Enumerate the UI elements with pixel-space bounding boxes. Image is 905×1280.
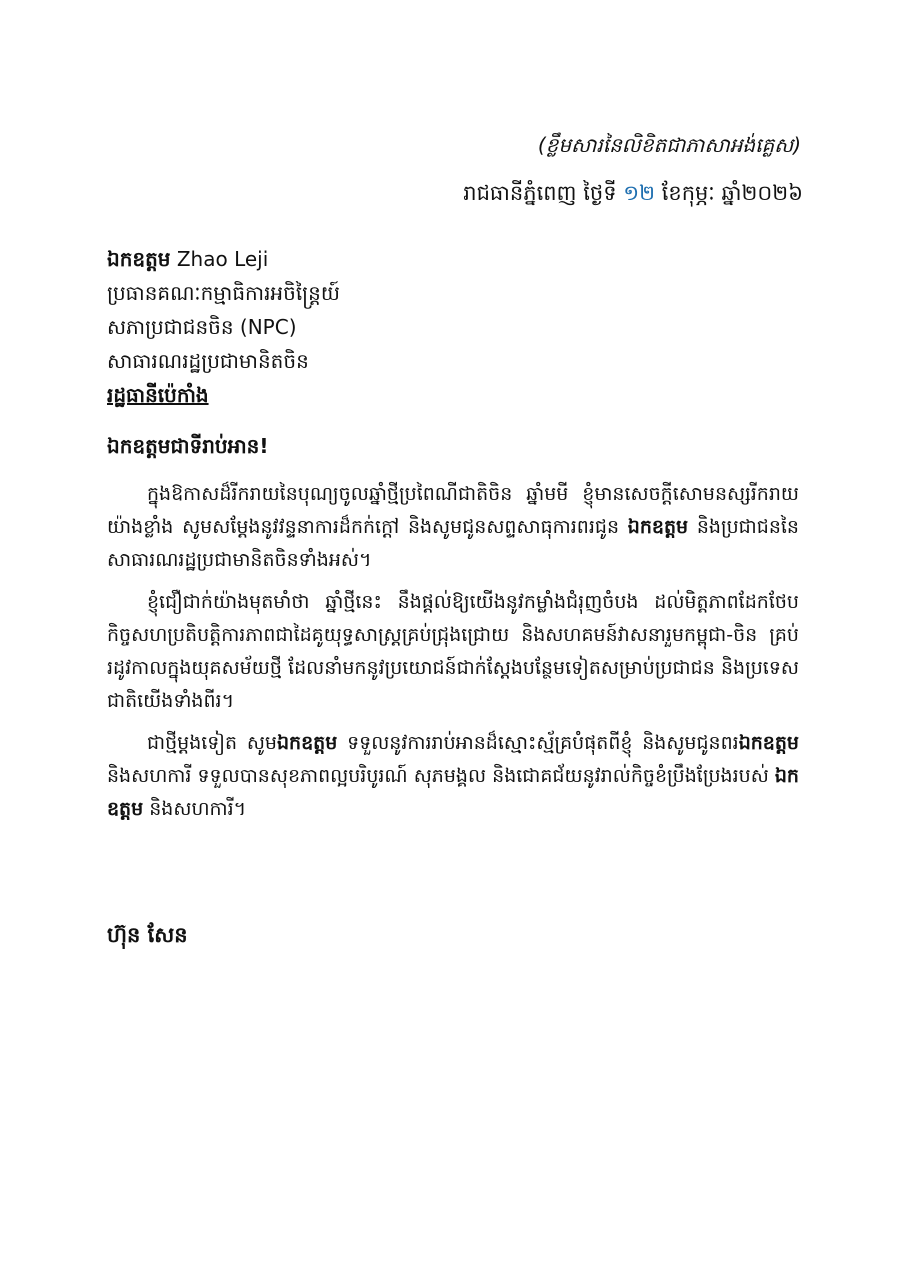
paragraph-3-text-e: និងសហការី ទទួលបានសុខភាពល្អបរិបូរណ៍ សុភមង្គល និងជោគជ័យនូវរាល់កិច្ចខំប្រឹងប្រែងរបស់ <box>107 765 769 787</box>
dateline-place: រាជធានីភ្នំពេញ ថ្ងៃទី <box>463 181 617 205</box>
dateline <box>463 180 803 211</box>
paragraph-3-honorific-2: ឯកឧត្តម <box>738 732 799 754</box>
signature-name: ហ៊ុន សែន <box>107 923 188 947</box>
paragraph-1-honorific: ឯកឧត្តម <box>627 516 689 538</box>
paragraph-3-honorific-1: ឯកឧត្តម <box>277 732 338 754</box>
dateline-month-year: ខែកុម្ភៈ ឆ្នាំ២០២៦ <box>661 181 803 205</box>
salutation: ឯកឧត្តមជាទីរាប់អាន! <box>107 434 269 458</box>
letter-body <box>107 478 799 835</box>
paragraph-2: ខ្ញុំជឿជាក់យ៉ាងមុតមាំថា ឆ្នាំថ្មីនេះ នឹងផ្ដល់ឱ្យយើងនូវកម្លាំងជំរុញចំបង ដល់មិត្តភាពដែកថែប កិច្ចសហប្រតិបត្តិការភាពជាដៃគូយុទ្ធសាស្ត្រគ្រប់ជ្រុងជ្រោយ និងសហគមន៍វាសនារួមកម្ពុជា-ចិន គ្រប់រដូវកាលក្នុងយុគសម័យថ្មី ដែលនាំមកនូវប្រយោជន៍ជាក់ស្ដែងបន្ថែមទៀតសម្រាប់ប្រជាជន និងប្រទេសជាតិយើងទាំងពីរ។ <box>107 591 799 712</box>
recipient-title: ប្រធានគណៈកម្មាធិការអចិន្ត្រៃយ៍ <box>107 281 340 305</box>
paragraph-1 <box>107 478 799 577</box>
paragraph-3-text-a: ជាថ្មីម្ដងទៀត សូម <box>147 732 277 754</box>
paragraph-3-text-c: ទទួលនូវការរាប់អានដ៏ស្មោះស្ម័គ្របំផុតពីខ្ញុំ និងសូមជូនពរ <box>347 732 739 754</box>
recipient-name-line <box>107 242 340 276</box>
paragraph-3-text-g: និងសហការី។ <box>149 798 247 820</box>
paragraph-3 <box>107 727 799 826</box>
recipient-block <box>107 242 340 412</box>
recipient-city: រដ្ឋធានីប៉េកាំង <box>107 383 209 407</box>
english-content-note: (ខ្លឹមសារនៃលិខិតជាភាសាអង់គ្លេស) <box>537 133 801 157</box>
paragraph-1-text-a: ក្នុងឱកាសដ៏រីករាយនៃបុណ្យចូលឆ្នាំថ្មីប្រពៃណីជាតិចិន ឆ្នាំមមី ខ្ញុំមានសេចក្ដីសោមនស្សរីករាយយ៉ាងខ្លាំង សូមសម្ដែងនូវវន្ទនាការដ៏កក់ក្ដៅ និងសូមជូនសព្ទសាធុការពរជូន <box>107 483 799 538</box>
dateline-day: ១២ <box>623 181 656 205</box>
recipient-honorific: ឯកឧត្តម <box>107 247 171 271</box>
paragraph-3-honorific-3: ឯកឧត្តម <box>107 765 799 820</box>
recipient-country: សាធារណរដ្ឋប្រជាមានិតចិន <box>107 349 309 373</box>
recipient-organization: សភាប្រជាជនចិន (NPC) <box>107 315 297 339</box>
recipient-name: Zhao Leji <box>176 247 269 271</box>
paragraph-1-text-c: និងប្រជាជននៃសាធារណរដ្ឋប្រជាមានិតចិនទាំងអស់។ <box>107 516 799 571</box>
